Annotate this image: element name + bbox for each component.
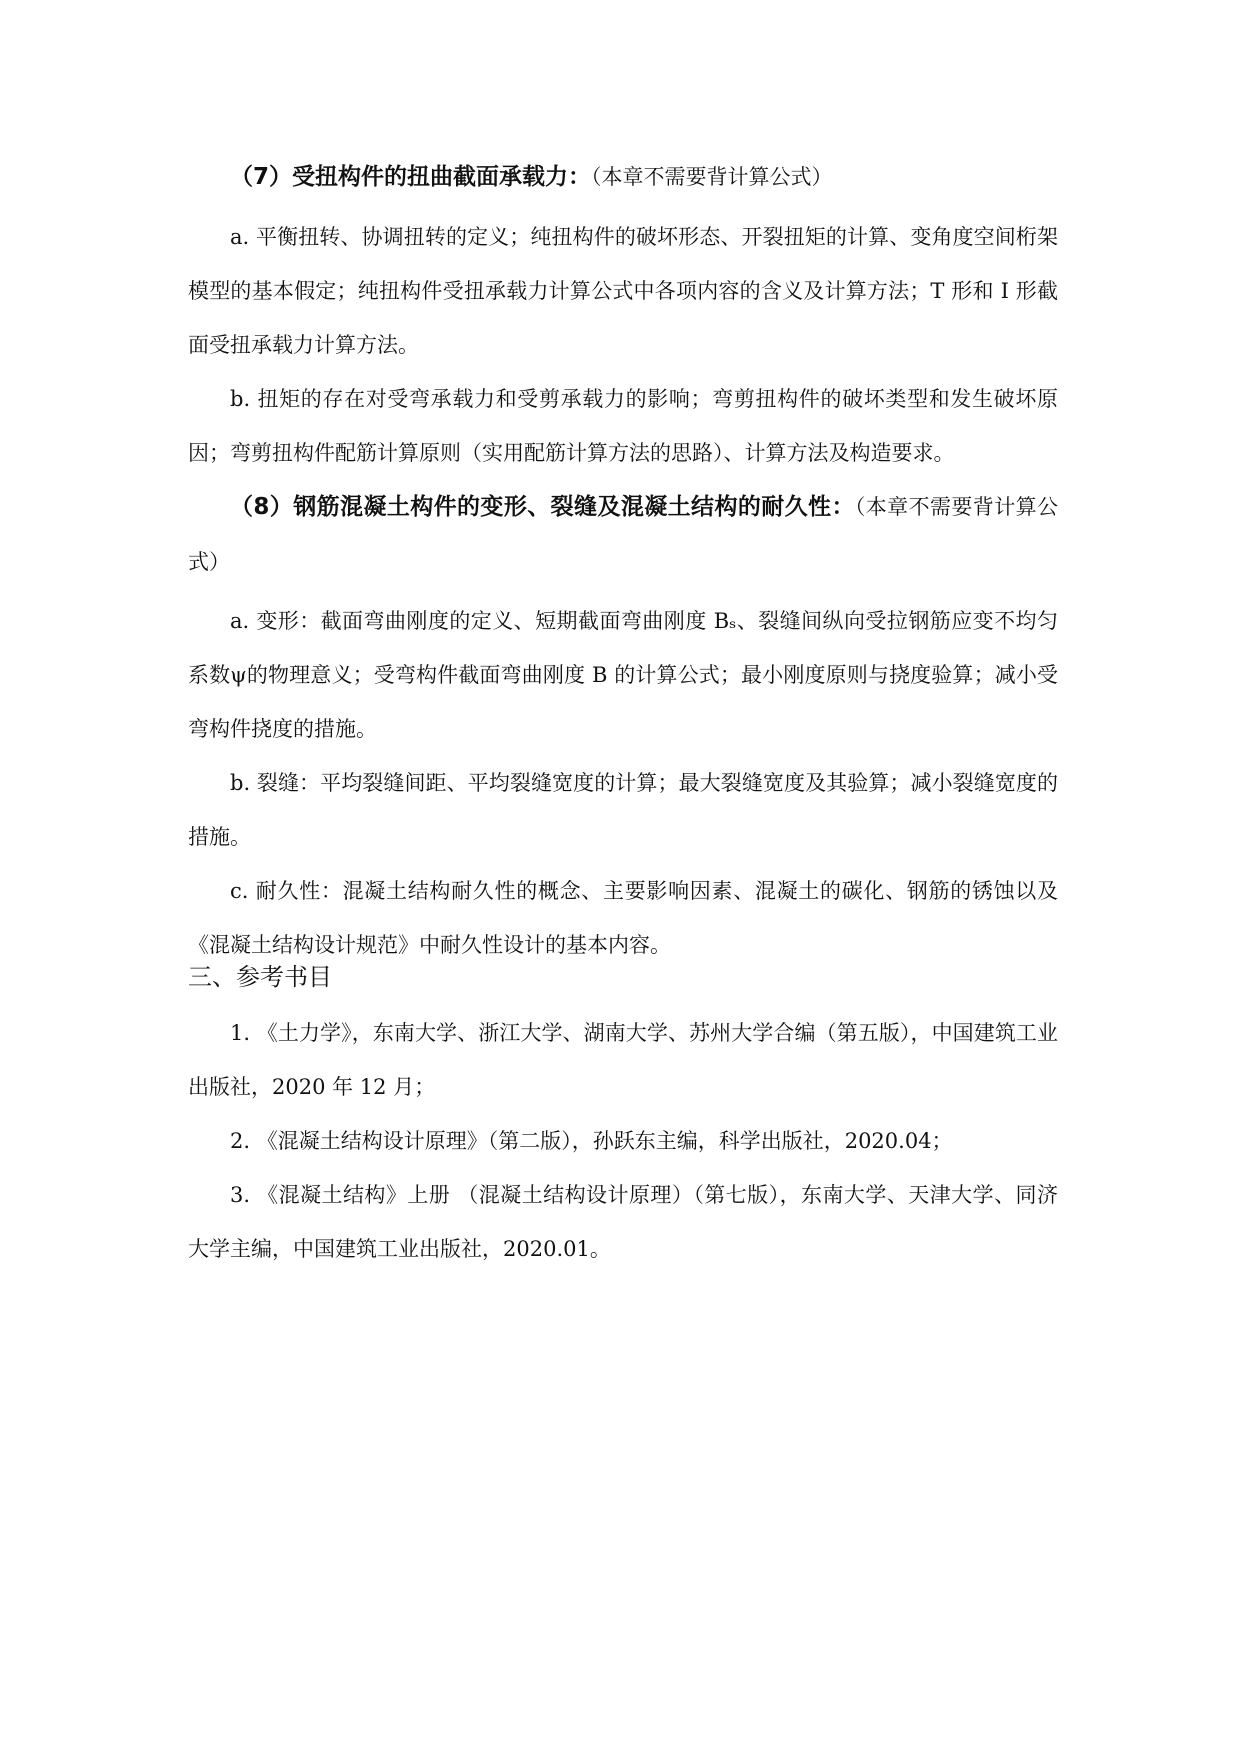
section-7-item-a: a. 平衡扭转、协调扭转的定义；纯扭构件的破坏形态、开裂扭矩的计算、变角度空间桁架模型的基本假定；纯扭构件受扭承载力计算公式中各项内容的含义及计算方法；T 形和 I 形截面受扭承载力计算方法。 — [188, 225, 1058, 357]
section-8-note: （本章不需要背计算公式） — [188, 495, 1058, 574]
references-title: 三、参考书目 — [188, 963, 332, 991]
section-7-heading — [188, 150, 1058, 205]
section-8-item-a: a. 变形：截面弯曲刚度的定义、短期截面弯曲刚度 Bₛ、裂缝间纵向受拉钢筋应变不均匀系数ψ的物理意义；受弯构件截面弯曲刚度 B 的计算公式；最小刚度原则与挠度验算；减小受弯构件挠度的措施。 — [188, 609, 1058, 741]
section-8-title: （8）钢筋混凝土构件的变形、裂缝及混凝土结构的耐久性： — [230, 494, 855, 520]
section-8-item-c: c. 耐久性：混凝土结构耐久性的概念、主要影响因素、混凝土的碳化、钢筋的锈蚀以及《混凝土结构设计规范》中耐久性设计的基本内容。 — [188, 879, 1058, 957]
section-7-note: （本章不需要背计算公式） — [591, 165, 833, 189]
reference-item-3: 3. 《混凝土结构》上册 （混凝土结构设计原理）（第七版），东南大学、天津大学、同济大学主编，中国建筑工业出版社，2020.01。 — [188, 1183, 1058, 1261]
section-7-title: （7）受扭构件的扭曲截面承载力： — [230, 164, 592, 190]
section-8-item-b: b. 裂缝：平均裂缝间距、平均裂缝宽度的计算；最大裂缝宽度及其验算；减小裂缝宽度的措施。 — [188, 771, 1058, 849]
section-8-heading — [188, 480, 1058, 590]
reference-item-2: 2. 《混凝土结构设计原理》（第二版），孙跃东主编，科学出版社，2020.04； — [230, 1129, 953, 1153]
reference-item-1: 1. 《土力学》，东南大学、浙江大学、湖南大学、苏州大学合编（第五版），中国建筑工业出版社，2020 年 12 月； — [188, 1021, 1058, 1099]
section-7-item-b: b. 扭矩的存在对受弯承载力和受剪承载力的影响；弯剪扭构件的破坏类型和发生破坏原因；弯剪扭构件配筋计算原则（实用配筋计算方法的思路）、计算方法及构造要求。 — [188, 387, 1058, 465]
